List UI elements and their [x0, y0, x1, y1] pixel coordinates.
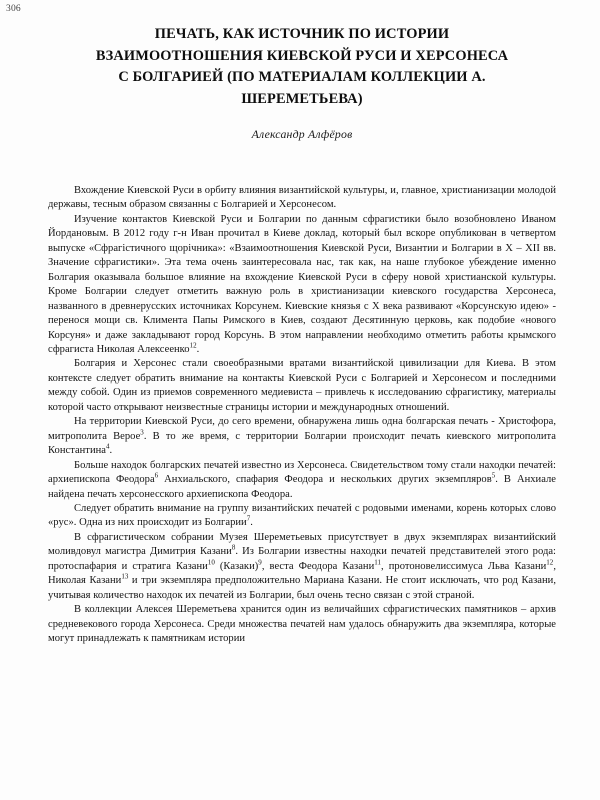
- paragraph-5-text: Больше находок болгарских печатей известно из Херсонеса. Свидетельством тому стали находки печатей: архиепископа Феодора$^6$ Анхиальского, спафария Феодора и нескольких других экземпляров$^5$. В Анхиале найдена печать херсонесского архиепископа Феодора.: [48, 459, 556, 500]
- footnote-ref-5[interactable]: 5: [491, 471, 496, 480]
- paragraph-6-text: Следует обратить внимание на группу византийских печатей с родовыми именами, корень которых слово «рус». Одна из них происходит из Болгарии$^7$.: [48, 502, 556, 529]
- title-line-1: ПЕЧАТЬ, КАК ИСТОЧНИК ПО ИСТОРИИ: [154, 26, 450, 42]
- footnote-ref-8[interactable]: 8: [231, 543, 236, 552]
- article-title-block: [48, 24, 556, 142]
- footnote-ref-13[interactable]: 13: [121, 572, 129, 581]
- paragraph-1-text: Вхождение Киевской Руси в орбиту влияния византийской культуры, и, главное, христианизации молодой державы, тесным образом связанны с Болгарией и Херсонесом.: [48, 185, 556, 211]
- paragraph-2-text: Изучение контактов Киевской Руси и Болгарии по данным сфрагистики было возобновлено Иваном Йордановым. В 2012 году г-н Иван прочитал в Киеве доклад, который был вскоре опубликован в четвертом выпуске «Сфрагістичного щорічника»: «Взаимоотношения Киевской Руси, Византии и Болгарии в X – XII вв. Значение сфрагистики». Эта тема очень заинтересовала нас, так как, на наше глубокое убеждение именно Болгария оказывала большое влияние на вхождение Киевской Руси в сферу новой христианской культуры. Кроме Болгарии следует отметить важную роль в христианизации киевского государства Херсонеса, названного в древнерусских источниках Корсунем. Киевские князья с X века развивают «Корсунскую идею» - перенося мощи св. Климента Папы Римского в Киев, создают Десятинную церковь, как подобие «нового Корсуня» и даже закладывают город Корсунь. В этом направлении необходимо отметить работы крымского сфрагиста Николая Алексеенко$^1$: [48, 213, 556, 355]
- paragraph-6: [48, 502, 556, 531]
- footnote-ref-7[interactable]: 7: [246, 514, 251, 523]
- footnote-ref-12[interactable]: 12: [546, 558, 554, 567]
- paragraph-7-text: В сфрагистическом собрании Музея Шереметьевых присутствует в двух экземплярах византийский моливдовул магистра Димитрия Казани$^8$. Из Болгарии известны находки печатей представителей этого рода: протоспафария и стратига Казани$^{10}$ (Казаки)$^9$, веста Феодора Казани$^{11}$, протоновелиссимуса Льва Казани$^{12}$, Николая Казани$^{13}$ и три экземпляра предположительно Мариана Казани. Не стоит исключать, что род Казани, учитывая количество находок их печатей из Болгарии, был очень тесно связан с этой страной.: [48, 531, 556, 601]
- paragraph-4: [48, 415, 556, 458]
- footnote-ref-1[interactable]: 1: [189, 341, 194, 350]
- paragraph-5: [48, 459, 556, 502]
- paragraph-4-text: На территории Киевской Руси, до сего времени, обнаружена лишь одна болгарская печать - Христофора, митрополита Верое$^3$. В то же время, с территории Болгарии происходит печать киевского митрополита Константина$^4$.: [48, 416, 557, 457]
- footnote-ref-3[interactable]: 3: [140, 428, 144, 437]
- paragraph-1: [48, 184, 556, 213]
- footnote-ref-6[interactable]: 6: [154, 471, 159, 480]
- paragraph-2: Изучение контактов Киевской Руси и Болгарии по данным сфрагистики было возобновлено Иваном Йордановым. В 2012 году г-н Иван прочитал в Киеве доклад, который был вскоре опубликован в четвертом выпуске «Сфрагістичного щорічника»: «Взаимоотношения Киевской Руси, Византии и Болгарии в X – XII вв. Значение сфрагистики». Эта тема очень заинтересовала нас, так как, на наше глубокое убеждение именно Болгария оказывала большое влияние на вхождение Киевской Руси в сферу новой христианской культуры. Кроме Болгарии следует отметить важную роль в христианизации киевского государства Херсонеса, названного в древнерусских источниках Корсунем. Киевские князья с X века развивают «Корсунскую идею» - перенося мощи св. Климента Папы Римского в Киев, создают Десятинную церковь, как подобие «нового Корсуня» и даже закладывают город Корсунь. В этом направлении необходимо отметить работы крымского сфрагиста Николая Алексеенко$^{12}$.: [48, 213, 556, 355]
- paragraph-8: [48, 603, 556, 646]
- title-line-2: ВЗАИМООТНОШЕНИЯ КИЕВСКОЙ РУСИ И ХЕРСОНЕСА: [95, 47, 509, 64]
- paragraph-3-text: Болгария и Херсонес стали своеобразными вратами византийской цивилизации для Киева. В этом контексте следует обратить внимание на контакты Киевской Руси с Болгарией и Херсонесом и последними между собой. Один из приемов современного медиевиста – привлечь к исследованию сфрагистику, материалы которой часто открывают неизвестные страницы истории и международных отношений.: [48, 358, 556, 413]
- paragraph-8-text: В коллекции Алексея Шереметьева хранится один из величайших сфрагистических памятников – архив средневекового города Херсонеса. Среди множества печатей нам удалось обнаружить два экземпляра, которые могут принадлежать к памятникам истории: [48, 604, 556, 645]
- article-body: [48, 184, 556, 647]
- footnote-ref-10[interactable]: 10: [207, 558, 215, 567]
- footnote-ref-11[interactable]: 11: [374, 558, 382, 567]
- title-line-3: С БОЛГАРИЕЙ (ПО МАТЕРИАЛАМ КОЛЛЕКЦИИ А.: [118, 69, 486, 85]
- paragraph-3: [48, 357, 556, 415]
- footnote-ref-2[interactable]: 2: [193, 341, 197, 350]
- title-line-4: ШЕРЕМЕТЬЕВА): [241, 90, 363, 107]
- footnote-ref-4[interactable]: 4: [105, 442, 110, 451]
- page-number: 306: [6, 4, 21, 14]
- footnote-ref-9[interactable]: 9: [258, 558, 262, 567]
- article-author: Александр Алфёров: [251, 127, 353, 141]
- paragraph-7: [48, 531, 556, 603]
